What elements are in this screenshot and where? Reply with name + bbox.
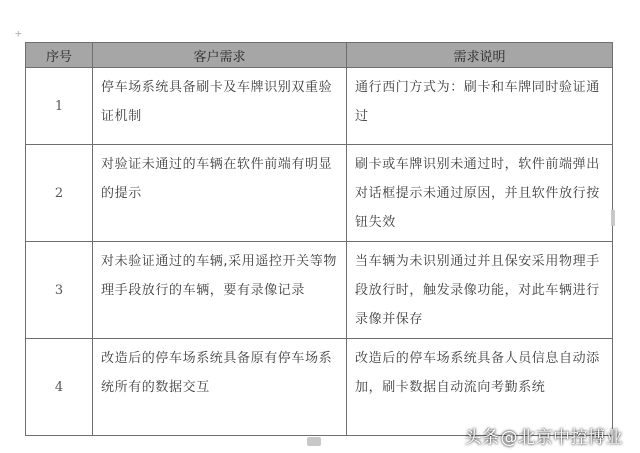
row-index: 2: [26, 145, 93, 242]
row-requirement: 停车场系统具备刷卡及车牌识别双重验证机制: [101, 80, 333, 124]
row-explanation-cell: [347, 68, 613, 145]
row-requirement: 改造后的停车场系统具备原有停车场系统所有的数据交互: [101, 351, 333, 395]
row-explanation: 当车辆为未识别通过并且保安采用物理手段放行时，触发录像功能，对此车辆进行录像并保存: [355, 254, 600, 327]
table-resize-handle[interactable]: [611, 210, 615, 226]
header-requirement: 客户需求: [93, 43, 347, 68]
row-requirement-cell: [93, 145, 347, 242]
requirements-table-wrapper: [25, 42, 612, 436]
table-bottom-handle[interactable]: [307, 437, 321, 446]
row-requirement: 对未验证通过的车辆,采用遥控开关等物理手段放行的车辆，要有录像记录: [101, 254, 337, 298]
row-requirement: 对验证未通过的车辆在软件前端有明显的提示: [101, 157, 333, 201]
row-explanation: 刷卡或车牌识别未通过时，软件前端弹出对话框提示未通过原因，并且软件放行按钮失效: [355, 157, 600, 230]
row-index: 4: [26, 339, 93, 436]
requirements-table: [25, 42, 613, 436]
row-index: 1: [26, 68, 93, 145]
row-requirement-cell: [93, 68, 347, 145]
row-explanation-cell: [347, 242, 613, 339]
table-row: [26, 242, 613, 339]
row-explanation-cell: [347, 339, 613, 436]
table-row: [26, 145, 613, 242]
row-explanation: 通行西门方式为：刷卡和车牌同时验证通过: [355, 80, 600, 124]
header-index: 序号: [26, 43, 93, 68]
watermark-prefix: 头条: [464, 427, 500, 448]
row-explanation-cell: [347, 145, 613, 242]
header-explanation: 需求说明: [347, 43, 613, 68]
watermark: [465, 423, 625, 447]
row-explanation: 改造后的停车场系统具备人员信息自动添加，刷卡数据自动流向考勤系统: [355, 351, 600, 395]
table-row: [26, 68, 613, 145]
row-index: 3: [26, 242, 93, 339]
row-requirement-cell: [93, 242, 347, 339]
crop-mark-icon: +: [15, 27, 22, 40]
row-requirement-cell: [93, 339, 347, 436]
watermark-handle: @北京中控博业: [500, 427, 623, 448]
table-header-row: [26, 43, 613, 68]
table-row: [26, 339, 613, 436]
